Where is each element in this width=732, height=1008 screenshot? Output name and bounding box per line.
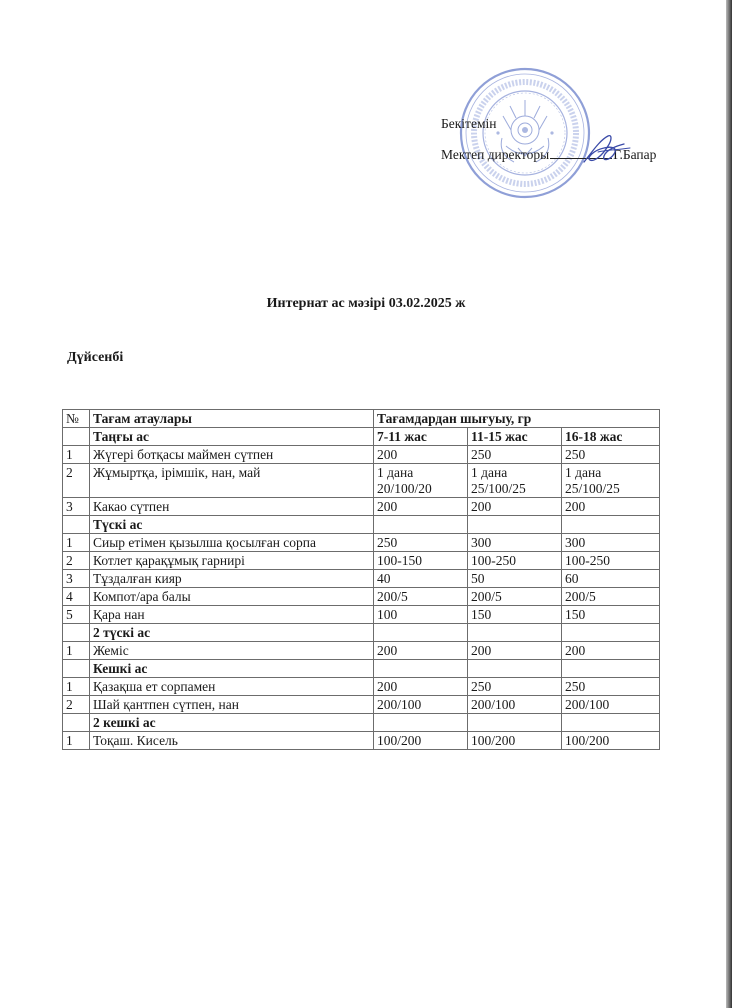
document-title: Интернат ас мәзірі 03.02.2025 ж (266, 296, 466, 311)
section-title: Түскі ас (90, 516, 374, 534)
section-no-cell (63, 428, 90, 446)
portion-value (468, 464, 562, 498)
dish-name: Тоқаш. Кисель (90, 732, 374, 750)
dish-name: Тұздалған кияр (90, 570, 374, 588)
row-number: 2 (63, 552, 90, 570)
portion-weights: 25/100/25 (565, 481, 620, 496)
header-no: № (63, 410, 90, 428)
portion-value: 100/200 (374, 732, 468, 750)
section-no-cell (63, 624, 90, 642)
section-row (63, 516, 660, 534)
age-group-label: 7-11 жас (374, 428, 468, 446)
empty-cell (468, 714, 562, 732)
day-label: Дүйсенбі (67, 350, 124, 365)
section-no-cell (63, 714, 90, 732)
portion-weights: 25/100/25 (471, 481, 526, 496)
portion-value: 100/200 (468, 732, 562, 750)
row-number: 2 (63, 696, 90, 714)
row-number: 4 (63, 588, 90, 606)
empty-cell (562, 624, 660, 642)
portion-value: 200/5 (374, 588, 468, 606)
portion-value: 250 (468, 678, 562, 696)
empty-cell (562, 660, 660, 678)
portion-value: 200 (562, 642, 660, 660)
dish-name: Компот/ара балы (90, 588, 374, 606)
table-row (63, 570, 660, 588)
section-title: Таңғы ас (90, 428, 374, 446)
empty-cell (468, 660, 562, 678)
row-number: 5 (63, 606, 90, 624)
empty-cell (374, 714, 468, 732)
section-row (63, 428, 660, 446)
header-row (63, 410, 660, 428)
table-row (63, 446, 660, 464)
portion-value: 250 (562, 678, 660, 696)
empty-cell (468, 624, 562, 642)
age-group-label: 16-18 жас (562, 428, 660, 446)
portion-value: 150 (562, 606, 660, 624)
dish-name: Котлет қарақұмық гарнирі (90, 552, 374, 570)
table-row (63, 464, 660, 498)
empty-cell (374, 516, 468, 534)
empty-cell (562, 714, 660, 732)
portion-value: 250 (374, 534, 468, 552)
portion-value: 250 (562, 446, 660, 464)
portion-value (374, 464, 468, 498)
menu-table (62, 409, 660, 750)
section-no-cell (63, 516, 90, 534)
section-title: 2 түскі ас (90, 624, 374, 642)
dish-name: Қазақша ет сорпамен (90, 678, 374, 696)
table-row (63, 588, 660, 606)
row-number: 1 (63, 446, 90, 464)
portion-count: 1 дана (471, 465, 508, 480)
dish-name: Сиыр етімен қызылша қосылған сорпа (90, 534, 374, 552)
portion-value: 200/100 (374, 696, 468, 714)
menu-table-body (63, 410, 660, 750)
table-row (63, 498, 660, 516)
section-row (63, 714, 660, 732)
director-name: Г.Бапар (613, 147, 657, 162)
portion-value: 100-250 (562, 552, 660, 570)
portion-value (562, 464, 660, 498)
table-row (63, 552, 660, 570)
portion-value: 40 (374, 570, 468, 588)
table-row (63, 642, 660, 660)
portion-value: 200 (562, 498, 660, 516)
table-row (63, 696, 660, 714)
table-row (63, 606, 660, 624)
header-output: Тағамдардан шығуыу, гр (374, 410, 660, 428)
section-title: 2 кешкі ас (90, 714, 374, 732)
header-name: Тағам атаулары (90, 410, 374, 428)
row-number: 3 (63, 498, 90, 516)
empty-cell (374, 660, 468, 678)
portion-value: 150 (468, 606, 562, 624)
dish-name: Жүгері ботқасы маймен сүтпен (90, 446, 374, 464)
portion-value: 200 (468, 642, 562, 660)
portion-value: 300 (562, 534, 660, 552)
portion-count: 1 дана (377, 465, 414, 480)
portion-value: 100-250 (468, 552, 562, 570)
portion-count: 1 дана (565, 465, 602, 480)
empty-cell (562, 516, 660, 534)
row-number: 1 (63, 642, 90, 660)
approval-label: Бекітемін (441, 116, 497, 131)
row-number: 1 (63, 732, 90, 750)
section-no-cell (63, 660, 90, 678)
director-title: Мектеп директоры (441, 147, 550, 162)
portion-value: 200/5 (468, 588, 562, 606)
age-group-label: 11-15 жас (468, 428, 562, 446)
portion-value: 100 (374, 606, 468, 624)
portion-value: 50 (468, 570, 562, 588)
row-number: 3 (63, 570, 90, 588)
empty-cell (468, 516, 562, 534)
row-number: 1 (63, 678, 90, 696)
section-row (63, 660, 660, 678)
portion-value: 200 (374, 498, 468, 516)
dish-name: Қара нан (90, 606, 374, 624)
dish-name: Жеміс (90, 642, 374, 660)
dish-name: Жұмыртқа, ірімшік, нан, май (90, 464, 374, 498)
portion-value: 250 (468, 446, 562, 464)
portion-value: 200/5 (562, 588, 660, 606)
portion-value: 60 (562, 570, 660, 588)
official-stamp (458, 66, 592, 200)
portion-weights: 20/100/20 (377, 481, 432, 496)
dish-name: Какао сүтпен (90, 498, 374, 516)
table-row (63, 534, 660, 552)
handwritten-signature (578, 132, 636, 168)
section-row (63, 624, 660, 642)
portion-value: 100-150 (374, 552, 468, 570)
portion-value: 300 (468, 534, 562, 552)
row-number: 1 (63, 534, 90, 552)
portion-value: 200/100 (468, 696, 562, 714)
row-number: 2 (63, 464, 90, 498)
portion-value: 200 (468, 498, 562, 516)
portion-value: 200 (374, 446, 468, 464)
table-row (63, 678, 660, 696)
portion-value: 200 (374, 678, 468, 696)
section-title: Кешкі ас (90, 660, 374, 678)
empty-cell (374, 624, 468, 642)
portion-value: 200 (374, 642, 468, 660)
dish-name: Шай қантпен сүтпен, нан (90, 696, 374, 714)
scan-edge (726, 0, 732, 1008)
table-row (63, 732, 660, 750)
portion-value: 100/200 (562, 732, 660, 750)
portion-value: 200/100 (562, 696, 660, 714)
